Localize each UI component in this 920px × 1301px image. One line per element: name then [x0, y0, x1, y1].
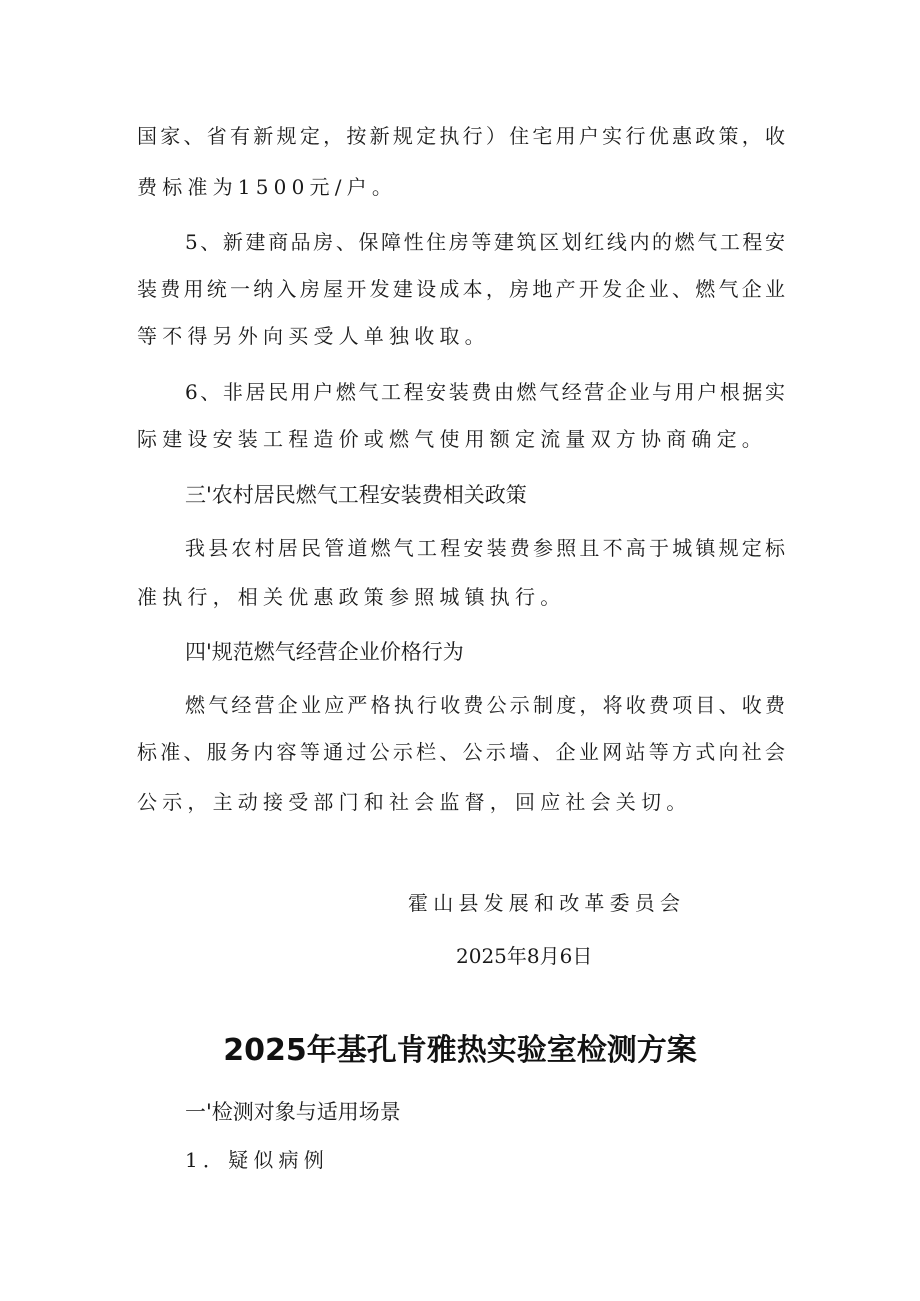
- paragraph-line: 国家、省有新规定，按新规定执行）住宅用户实行优惠政策，收: [137, 124, 785, 148]
- paragraph-line: 准执行，相关优惠政策参照城镇执行。: [137, 585, 566, 609]
- paragraph-line: 公示，主动接受部门和社会监督，回应社会关切。: [137, 790, 692, 814]
- paragraph-line: 费标准为1500元/户。: [137, 175, 398, 199]
- list-item: 1．疑似病例: [185, 1148, 329, 1172]
- paragraph-line: 装费用统一纳入房屋开发建设成本，房地产开发企业、燃气企业: [137, 277, 785, 301]
- paragraph-line: 际建设安装工程造价或燃气使用额定流量双方协商确定。: [137, 427, 767, 451]
- section-heading: 三'农村居民燃气工程安装费相关政策: [185, 483, 527, 507]
- paragraph-line: 燃气经营企业应严格执行收费公示制度，将收费项目、收费: [185, 693, 785, 717]
- signature-organization: 霍山县发展和改革委员会: [408, 891, 686, 915]
- paragraph-line: 等不得另外向买受人单独收取。: [137, 324, 490, 348]
- paragraph-line: 6、非居民用户燃气工程安装费由燃气经营企业与用户根据实: [185, 380, 785, 404]
- section-heading: 四'规范燃气经营企业价格行为: [185, 640, 464, 664]
- signature-date: 2025年8月6日: [456, 944, 593, 968]
- paragraph-line: 我县农村居民管道燃气工程安装费参照且不高于城镇规定标: [185, 536, 785, 560]
- paragraph-line: 标准、服务内容等通过公示栏、公示墙、企业网站等方式向社会: [137, 740, 785, 764]
- document-title: 2025年基孔肯雅热实验室检测方案: [223, 1033, 697, 1068]
- paragraph-line: 5、新建商品房、保障性住房等建筑区划红线内的燃气工程安: [185, 230, 785, 254]
- section-heading: 一'检测对象与适用场景: [185, 1100, 401, 1124]
